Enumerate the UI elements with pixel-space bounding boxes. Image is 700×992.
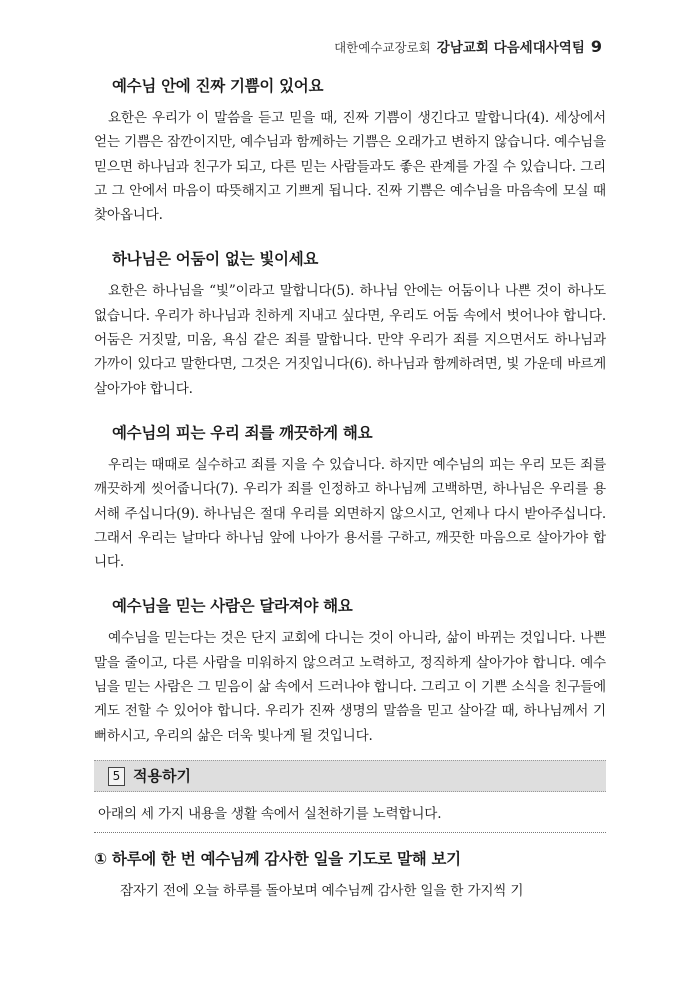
section-heading-change: 예수님을 믿는 사람은 달라져야 해요 (112, 597, 353, 616)
apply-title: 적용하기 (133, 766, 191, 785)
apply-item-heading: ① 하루에 한 번 예수님께 감사한 일을 기도로 말해 보기 (94, 849, 461, 868)
page-number: 9 (590, 37, 602, 56)
section-heading-joy: 예수님 안에 진짜 기쁨이 있어요 (112, 77, 324, 95)
apply-item-text: 잠자기 전에 오늘 하루를 돌아보며 예수님께 감사한 일을 한 가지씩 기 (120, 882, 524, 899)
apply-section-bar (94, 760, 606, 792)
apply-description: 아래의 세 가지 내용을 생활 속에서 실천하기를 노력합니다. (94, 792, 606, 833)
page-content (94, 66, 606, 899)
section-heading-blood: 예수님의 피는 우리 죄를 깨끗하게 해요 (112, 423, 373, 442)
team-name: 강남교회 다음세대사역팀 (436, 40, 585, 56)
page-header (334, 36, 602, 56)
section-text-blood: 우리는 때때로 실수하고 죄를 지을 수 있습니다. 하지만 예수님의 피는 우리 모든 죄를 깨끗하게 씻어줍니다(7). 우리가 죄를 인정하고 하나님께 고백하면, 하나님은 우리를 용서해 주십니다(9). 하나님은 절대 우리를 외면하지 않으시고, 언제나 다시 받아주십니다. 그래서 우리는 날마다 하나님 앞에 나아가 용서를 구하고, 깨끗한 마음으로 살아가야 합니다. (94, 456, 606, 571)
section-text-joy: 요한은 우리가 이 말씀을 듣고 믿을 때, 진짜 기쁨이 생긴다고 말합니다(4). 세상에서 얻는 기쁨은 잠깐이지만, 예수님과 함께하는 기쁨은 오래가고 변하지 않습니다. 예수님을 믿으면 하나님과 친구가 되고, 다른 믿는 사람들과도 좋은 관계를 가질 수 있습니다. 그리고 그 안에서 마음이 따뜻해지고 기쁘게 됩니다. 진짜 기쁨은 예수님을 마음속에 모실 때 찾아옵니다. (94, 110, 606, 224)
section-text-change: 예수님을 믿는다는 것은 단지 교회에 다니는 것이 아니라, 삶이 바뀌는 것입니다. 나쁜 말을 줄이고, 다른 사람을 미워하지 않으려고 노력하고, 정직하게 살아가야 합니다. 예수님을 믿는 사람은 그 믿음이 삶 속에서 드러나야 합니다. 그리고 이 기쁜 소식을 친구들에게도 전할 수 있어야 합니다. 우리가 진짜 생명의 말씀을 믿고 살아갈 때, 하나님께서 기뻐하시고, 우리의 삶은 더욱 빛나게 될 것입니다. (94, 630, 606, 744)
church-org: 대한예수교장로회 (334, 40, 431, 55)
section-heading-light: 하나님은 어둠이 없는 빛이세요 (112, 250, 319, 269)
apply-number-box: 5 (108, 767, 125, 786)
section-text-light: 요한은 하나님을 “빛”이라고 말합니다(5). 하나님 안에는 어둠이나 나쁜 것이 하나도 없습니다. 우리가 하나님과 친하게 지내고 싶다면, 우리도 어둠 속에서 벗어나야 합니다. 어둠은 거짓말, 미움, 욕심 같은 죄를 말합니다. 만약 우리가 죄를 지으면서도 하나님과 가까이 있다고 말한다면, 그것은 거짓입니다(6). 하나님과 함께하려면, 빛 가운데 바르게 살아가야 합니다. (94, 283, 606, 397)
